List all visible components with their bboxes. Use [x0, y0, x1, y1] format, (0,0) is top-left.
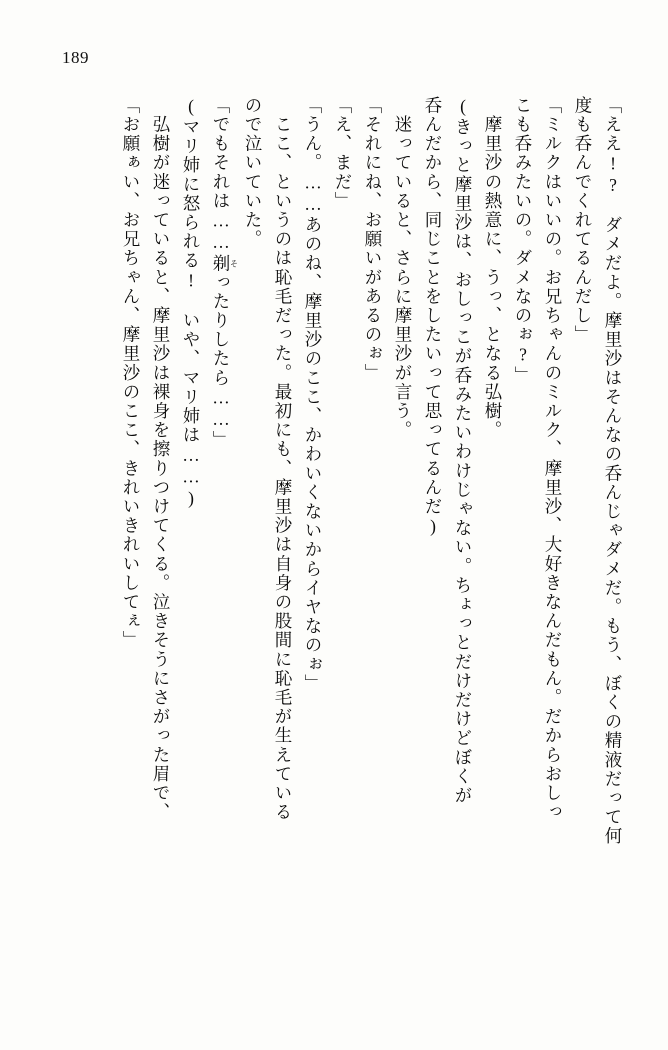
- text-line: 弘樹が迷っていると、摩里沙は裸身を擦りつけてくる。泣きそうにさがった眉で、: [151, 96, 171, 822]
- text-line: 迷っていると、さらに摩里沙が言う。: [393, 96, 413, 440]
- text-line-part: ったりしたら……」: [211, 272, 231, 450]
- page-number: 189: [62, 48, 89, 67]
- text-line-part: 「でもそれは……: [211, 96, 231, 254]
- text-line: 「ええ!? ダメだよ。摩里沙はそんなの呑んじゃダメだ。もう、ぼくの精液だって何: [603, 96, 623, 846]
- text-line: 「お願ぁい、お兄ちゃん、摩里沙のここ、きれいきれいしてぇ」: [121, 96, 141, 650]
- text-line: (きっと摩里沙は、おしっこが呑みたいわけじゃない。ちょっとだけだけどぼくが: [453, 96, 473, 806]
- vertical-text-block: [40, 96, 628, 1010]
- text-line: 呑んだから、同じことをしたいって思ってるんだ): [423, 96, 443, 538]
- text-line: ので泣いていた。: [243, 96, 263, 249]
- text-line-with-ruby: [206, 96, 238, 1006]
- text-line: 「それにね、お願いがあるのぉ」: [363, 96, 383, 383]
- text-line: 「うん。……あのね、摩里沙のここ、かわいくないからイヤなのぉ」: [303, 96, 323, 694]
- ruby-annotation: 剃そ: [211, 253, 239, 273]
- text-line: こも呑みたいの。ダメなのぉ?」: [513, 96, 533, 385]
- text-line: 度も呑んでくれてるんだし」: [573, 96, 593, 345]
- text-line: ここ、というのは恥毛だった。最初にも、摩里沙は自身の股間に恥毛が生えている: [273, 96, 293, 822]
- text-line: 摩里沙の熱意に、うっ、となる弘樹。: [483, 96, 503, 440]
- text-line: 「え、まだ」: [333, 96, 353, 211]
- text-line: (マリ姉に怒られる! いや、マリ姉は……): [181, 96, 201, 510]
- text-line: 「ミルクはいいの。お兄ちゃんのミルク、摩里沙、大好きなんだもん。だからおしっ: [543, 96, 563, 822]
